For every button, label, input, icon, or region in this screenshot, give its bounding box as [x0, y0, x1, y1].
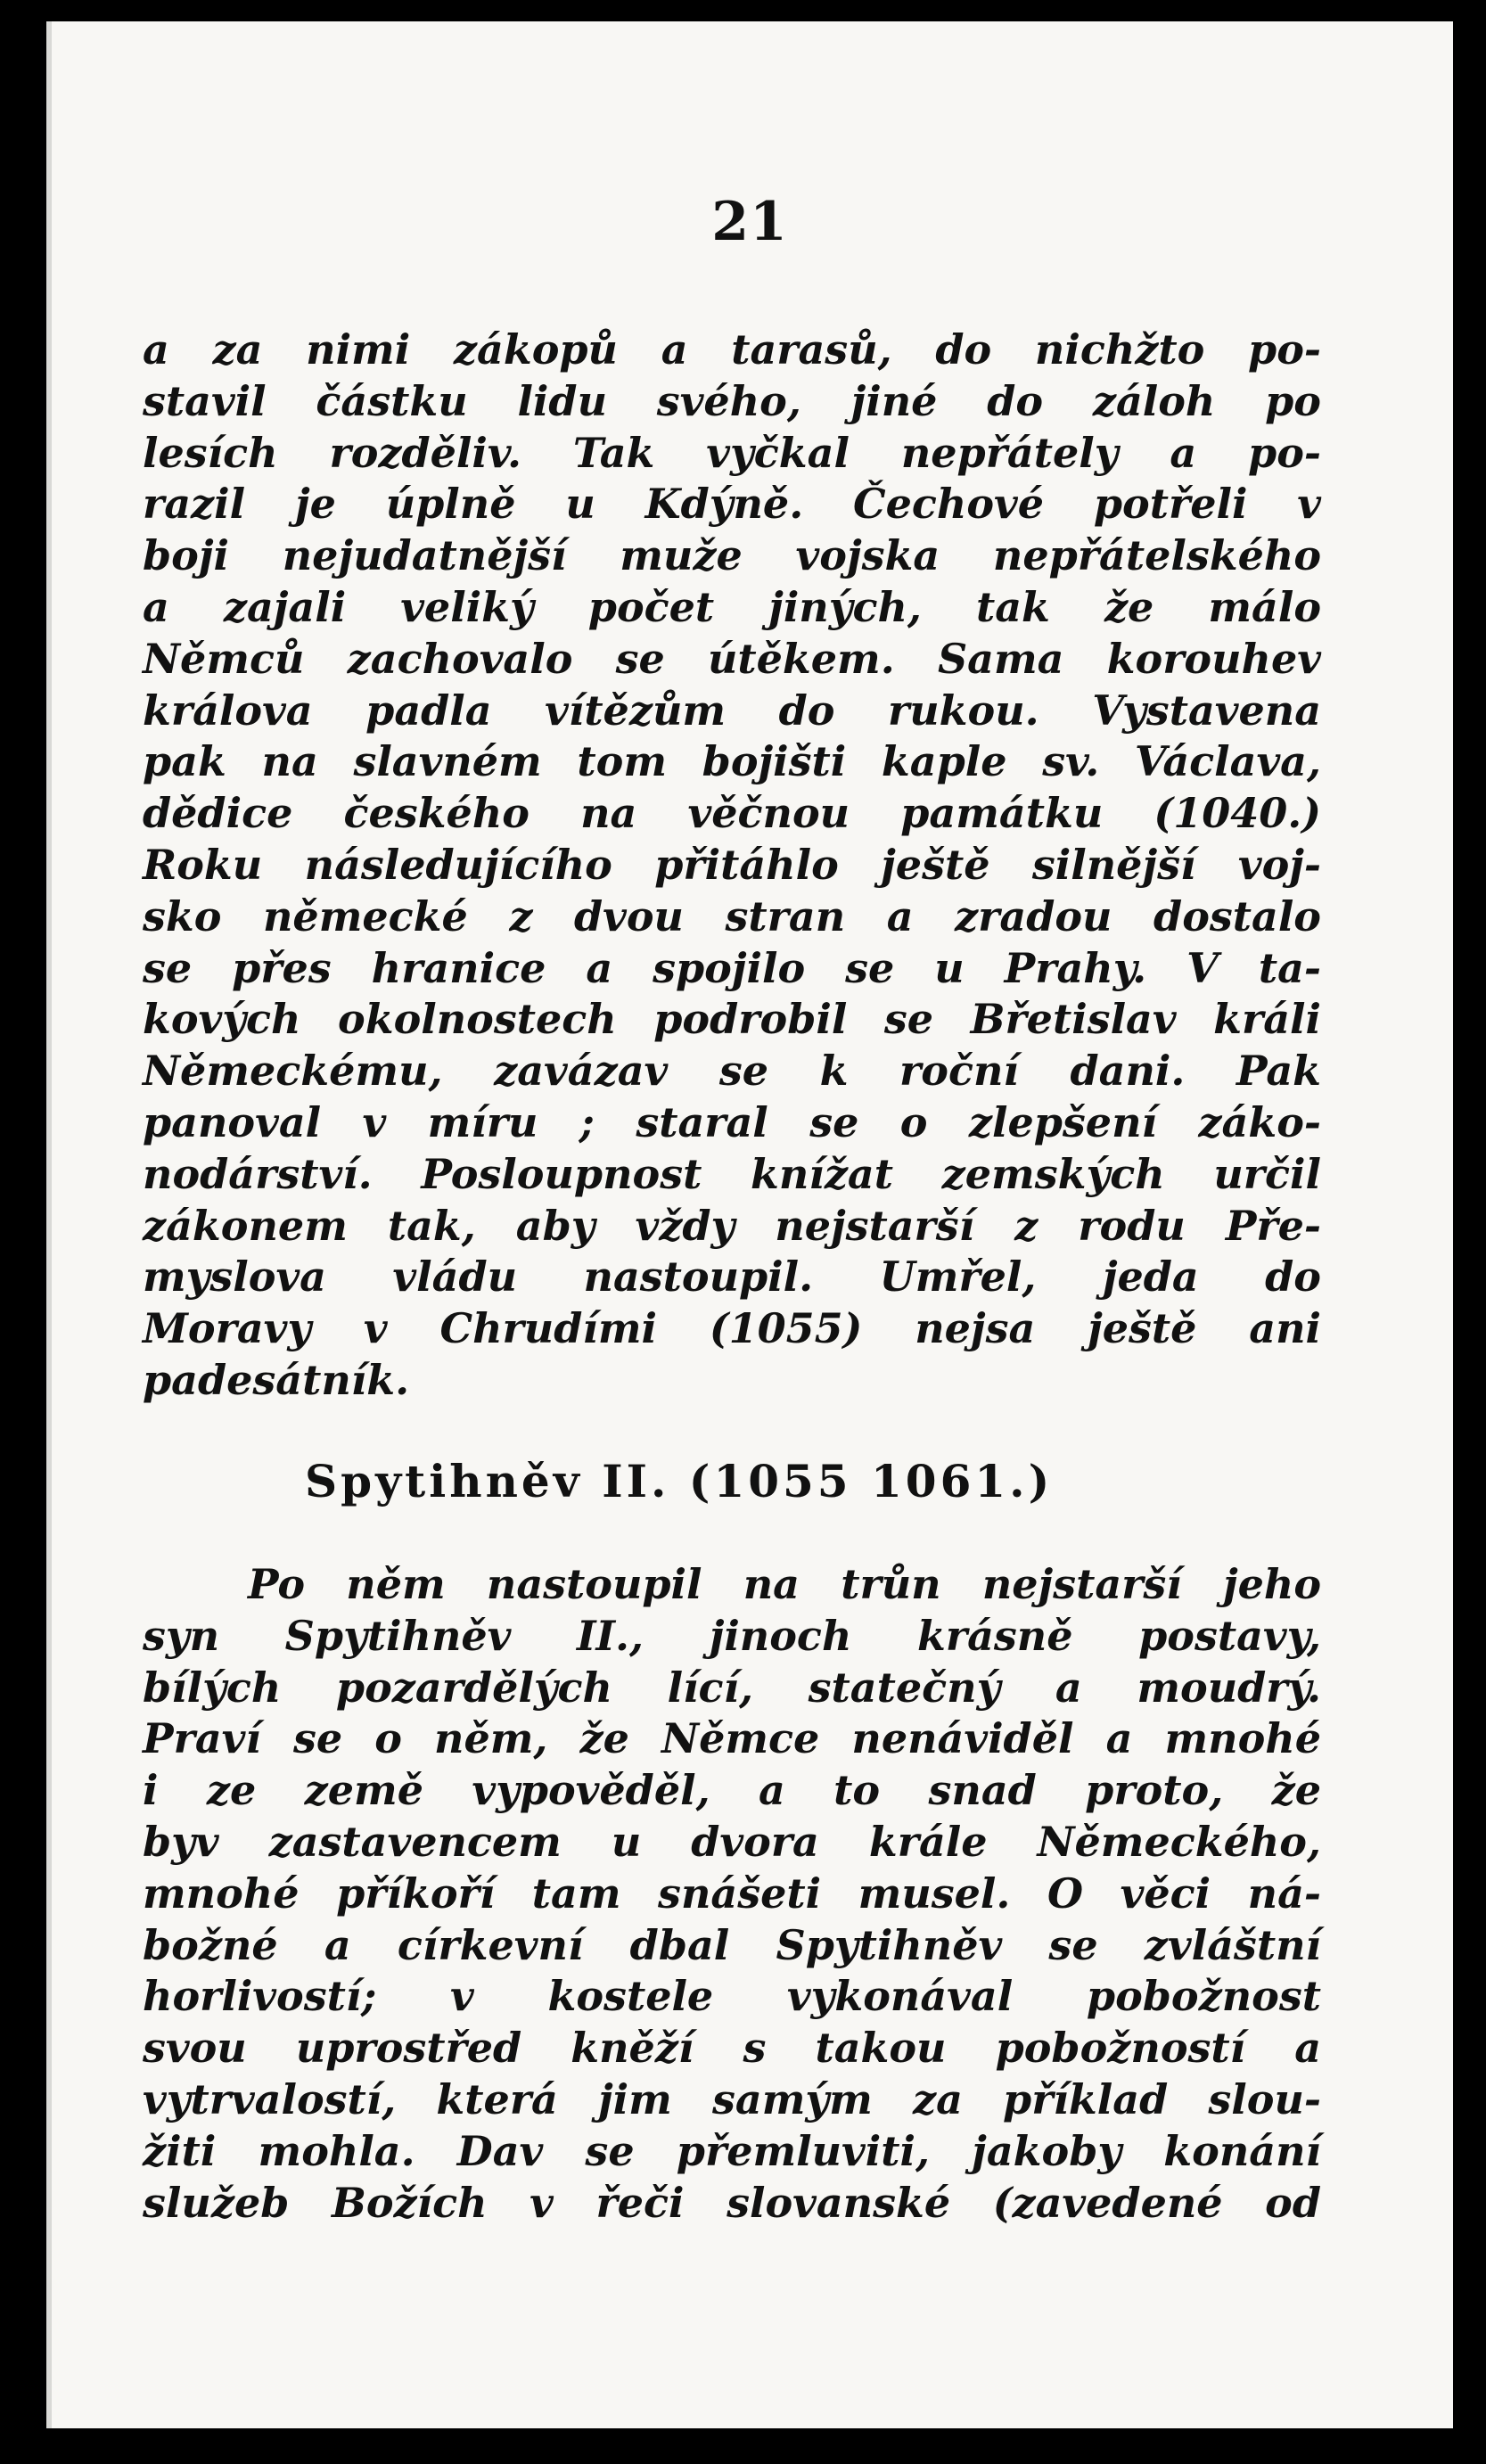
text-line: syn Spytihněv II., jinoch krásně postavy,: [143, 1611, 1321, 1660]
text-line: boji nejudatnější muže vojska nepřátelského: [143, 531, 1321, 580]
text-line: Roku následujícího přitáhlo ještě silnější voj-: [143, 840, 1321, 889]
text-line: a za nimi zákopů a tarasů, do nichžto po-: [143, 325, 1321, 374]
text-line: Němců zachovalo se útěkem. Sama korouhev: [143, 634, 1321, 683]
text-line: vytrvalostí, která jim samým za příklad slou-: [143, 2074, 1321, 2123]
section-heading: Spytihněv II. (1055 1061.): [305, 1455, 1054, 1507]
text-line: padesátník.: [143, 1355, 410, 1404]
book-page: [46, 21, 1453, 2428]
text-line: Po něm nastoupil na trůn nejstarší jeho: [248, 1560, 1321, 1608]
text-line: horlivostí; v kostele vykonával pobožnost: [143, 1972, 1321, 2021]
page-number: 21: [711, 191, 788, 253]
text-line: služeb Božích v řeči slovanské (zavedené od: [143, 2178, 1321, 2227]
paragraph-2: [143, 1559, 1321, 2229]
text-line: zákonem tak, aby vždy nejstarší z rodu Pře-: [143, 1201, 1321, 1250]
text-line: se přes hranice a spojilo se u Prahy. V ta-: [143, 943, 1321, 992]
text-line: Německému, zavázav se k roční dani. Pak: [143, 1047, 1321, 1096]
text-line: pak na slavném tom bojišti kaple sv. Václava,: [143, 737, 1321, 786]
text-line: žiti mohla. Dav se přemluviti, jakoby konání: [143, 2126, 1321, 2175]
text-line: lesích rozděliv. Tak vyčkal nepřátely a po-: [143, 428, 1321, 477]
text-line: králova padla vítězům do rukou. Vystavena: [143, 686, 1321, 735]
text-line: kových okolnostech podrobil se Břetislav králi: [143, 995, 1321, 1044]
text-line: mnohé příkoří tam snášeti musel. O věci ná-: [143, 1869, 1321, 1918]
text-line: božné a církevní dbal Spytihněv se zvláštní: [143, 1920, 1321, 1969]
paragraph-1: [143, 324, 1321, 1407]
text-line: panoval v míru ; staral se o zlepšení záko-: [143, 1097, 1321, 1146]
text-line: a zajali veliký počet jiných, tak že málo: [143, 582, 1321, 631]
text-line: byv zastavencem u dvora krále Německého,: [143, 1817, 1321, 1866]
text-line: svou uprostřed kněží s takou pobožností a: [143, 2024, 1321, 2073]
text-line: stavil částku lidu svého, jiné do záloh po: [143, 376, 1321, 425]
text-line: dědice českého na věčnou památku (1040.): [143, 789, 1321, 838]
text-line: i ze země vypověděl, a to snad proto, že: [143, 1766, 1321, 1815]
text-line: bílých pozardělých lící, statečný a moudrý.: [143, 1663, 1321, 1712]
text-line: nodárství. Posloupnost knížat zemských určil: [143, 1149, 1321, 1198]
text-line: Moravy v Chrudími (1055) nejsa ještě ani: [143, 1304, 1321, 1353]
text-line: sko německé z dvou stran a zradou dostalo: [143, 891, 1321, 940]
text-line: razil je úplně u Kdýně. Čechové potřeli v: [143, 480, 1321, 529]
text-line: Praví se o něm, že Němce nenáviděl a mnohé: [143, 1714, 1321, 1763]
text-line: myslova vládu nastoupil. Umřel, jeda do: [143, 1253, 1321, 1302]
page-edge: [46, 21, 52, 2428]
